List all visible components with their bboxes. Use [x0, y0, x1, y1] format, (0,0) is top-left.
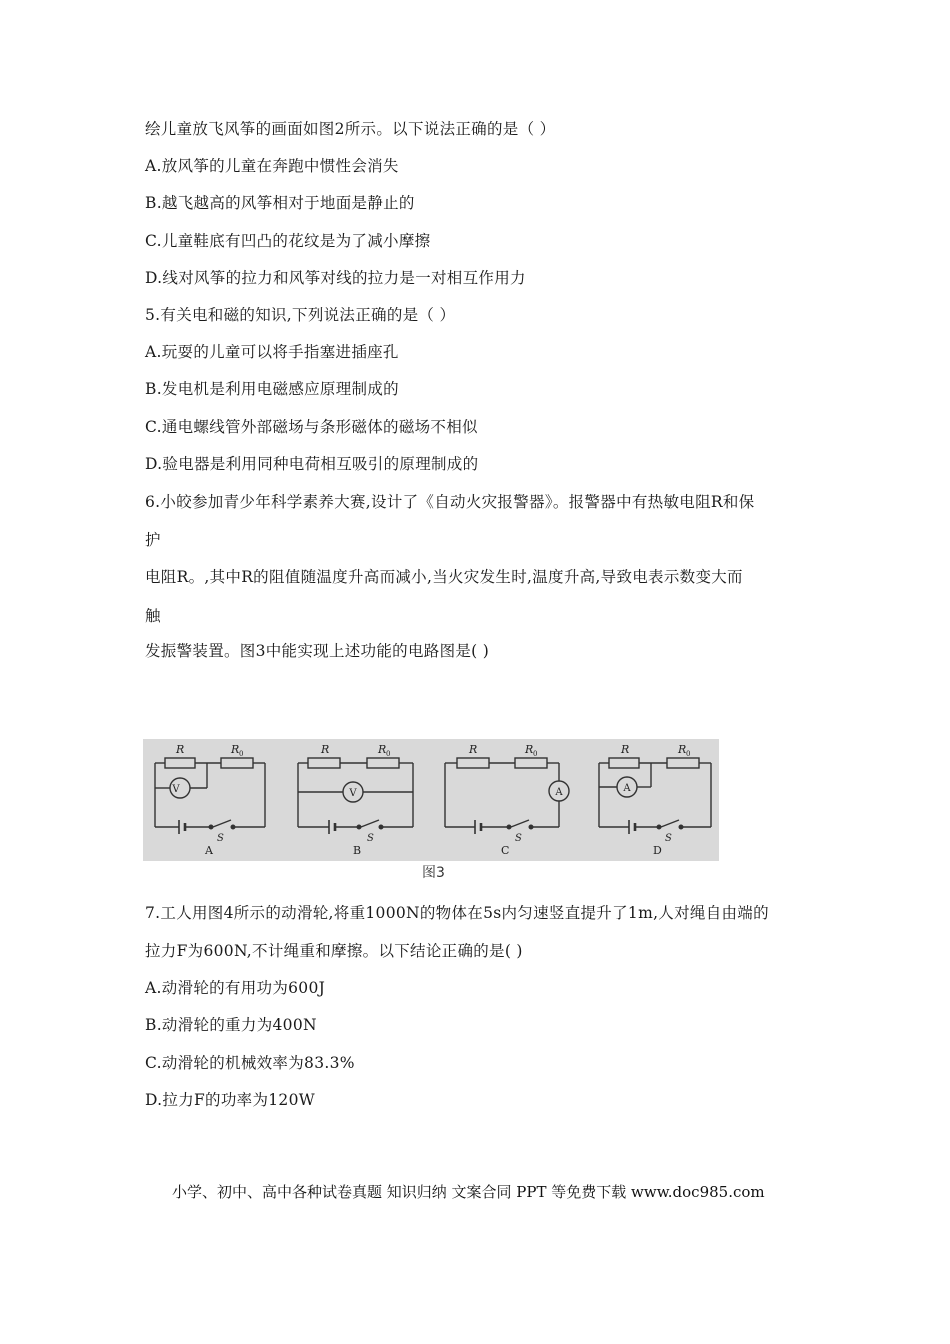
text-line: 电阻R。,其中R的阻值随温度升高而减小,当火灾发生时,温度升高,导致电表示数变大而: [145, 568, 743, 586]
text-line: 绘儿童放飞风筝的画面如图2所示。以下说法正确的是（ ）: [145, 120, 556, 138]
resistor-r0-subscript: 0: [686, 750, 691, 758]
option-c: C.通电螺线管外部磁场与条形磁体的磁场不相似: [145, 418, 478, 436]
switch-label: S: [217, 833, 224, 844]
circuit-figure: [143, 739, 719, 861]
circuit-d: [599, 758, 711, 834]
circuit-label: C: [501, 844, 510, 857]
meter-letter: A: [623, 783, 631, 794]
resistor-r0-subscript: 0: [386, 750, 391, 758]
option-a: A.玩耍的儿童可以将手指塞进插座孔: [145, 343, 399, 361]
option-c: C.动滑轮的机械效率为83.3%: [145, 1054, 355, 1072]
option-d: D.线对风筝的拉力和风筝对线的拉力是一对相互作用力: [145, 269, 526, 287]
circuit-label: A: [205, 844, 213, 857]
resistor-r-label: R: [621, 743, 630, 756]
resistor-r-label: R: [176, 743, 185, 756]
text-line: 发振警装置。图3中能实现上述功能的电路图是( ): [145, 642, 490, 660]
option-a: A.动滑轮的有用功为600J: [145, 979, 326, 997]
option-a: A.放风筝的儿童在奔跑中惯性会消失: [145, 157, 399, 175]
question-7: 7.工人用图4所示的动滑轮,将重1000N的物体在5s内匀速竖直提升了1m,人对绳自由端的: [145, 904, 769, 922]
option-b: B.动滑轮的重力为400N: [145, 1016, 317, 1034]
resistor-r0-label: R: [378, 743, 387, 756]
resistor-r-label: R: [469, 743, 478, 756]
circuit-label: B: [353, 844, 362, 857]
option-d: D.拉力F的功率为120W: [145, 1091, 315, 1109]
meter-letter: A: [555, 787, 563, 798]
figure-caption: 图3: [422, 865, 445, 881]
option-d: D.验电器是利用同种电荷相互吸引的原理制成的: [145, 455, 479, 473]
meter-letter: V: [172, 784, 180, 795]
text-line: 拉力F为600N,不计绳重和摩擦。以下结论正确的是( ): [145, 942, 523, 960]
resistor-r0-subscript: 0: [239, 750, 244, 758]
option-b: B.发电机是利用电磁感应原理制成的: [145, 380, 399, 398]
resistor-r0-label: R: [231, 743, 240, 756]
meter-letter: V: [349, 788, 357, 799]
circuit-c: [445, 758, 569, 834]
text-line: 护: [145, 531, 161, 549]
circuit-diagrams: [143, 739, 719, 861]
question-5: 5.有关电和磁的知识,下列说法正确的是（ ）: [145, 306, 456, 324]
option-b: B.越飞越高的风筝相对于地面是静止的: [145, 194, 415, 212]
question-6: 6.小皎参加青少年科学素养大赛,设计了《自动火灾报警器》。报警器中有热敏电阻R和保: [145, 493, 755, 511]
switch-label: S: [665, 833, 672, 844]
page-footer: 小学、初中、高中各种试卷真题 知识归纳 文案合同 PPT 等免费下载 www.doc985.com: [172, 1183, 765, 1201]
resistor-r0-subscript: 0: [533, 750, 538, 758]
resistor-r-label: R: [321, 743, 330, 756]
switch-label: S: [515, 833, 522, 844]
circuit-label: D: [653, 844, 662, 857]
option-c: C.儿童鞋底有凹凸的花纹是为了减小摩擦: [145, 232, 431, 250]
text-line: 触: [145, 607, 161, 625]
switch-label: S: [367, 833, 374, 844]
resistor-r0-label: R: [525, 743, 534, 756]
circuit-a: [155, 758, 265, 834]
resistor-r0-label: R: [678, 743, 687, 756]
